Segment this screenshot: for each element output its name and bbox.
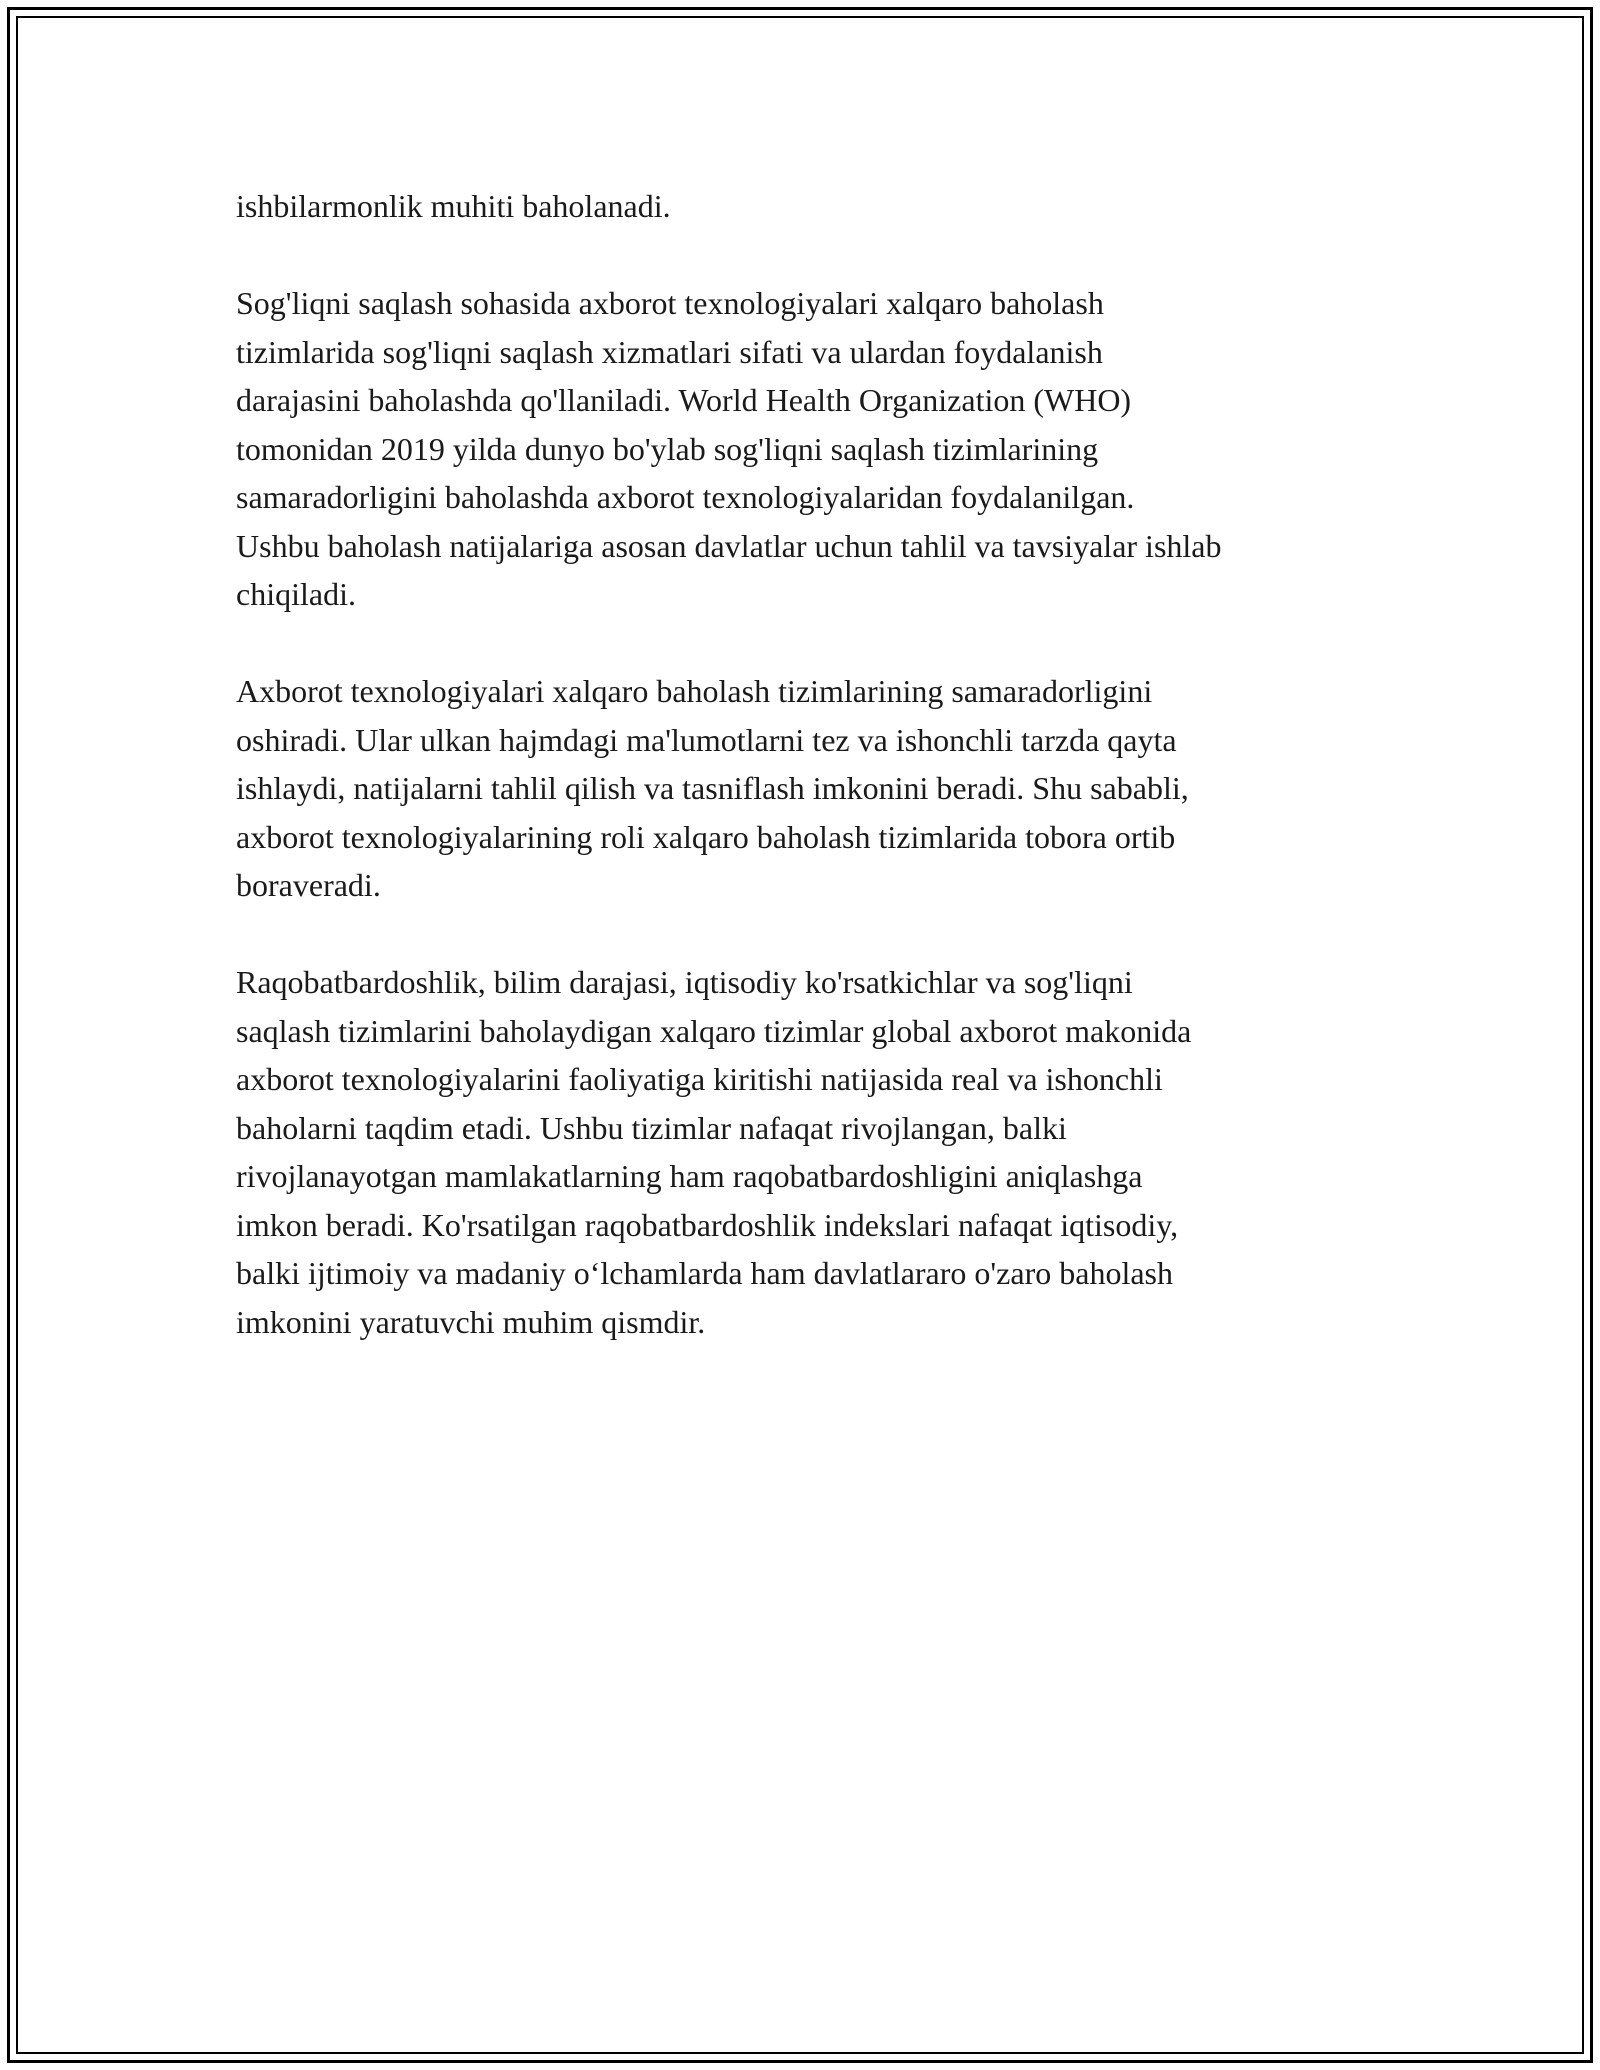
text-line: rivojlanayotgan mamlakatlarning ham raqobatbardoshligini aniqlashga: [236, 1158, 1143, 1194]
text-line: imkonini yaratuvchi muhim qismdir.: [236, 1303, 706, 1340]
text-line: samaradorligini baholashda axborot texnologiyalaridan foydalanilgan.: [236, 479, 1135, 515]
text-line: darajasini baholashda qo'llaniladi. World Health Organization (WHO): [236, 382, 1132, 418]
text-line: chiqiladi.: [236, 576, 356, 612]
text-line: oshiradi. Ular ulkan hajmdagi ma'lumotlarni tez va ishonchli tarzda qayta: [236, 721, 1177, 758]
text-line: axborot texnologiyalarini faoliyatiga kiritishi natijasida real va ishonchli: [236, 1061, 1163, 1097]
text-line: Raqobatbardoshlik, bilim darajasi, iqtisodiy ko'rsatkichlar va sog'liqni: [236, 964, 1133, 1000]
text-line: balki ijtimoiy va madaniy o‘lchamlarda ham davlatlararo o'zaro baholash: [236, 1255, 1173, 1291]
text-line: Sog'liqni saqlash sohasida axborot texnologiyalari xalqaro baholash: [236, 285, 1104, 321]
text-line: ishlaydi, natijalarni tahlil qilish va tasniflash imkonini beradi. Shu sababli,: [236, 770, 1189, 806]
document-body: [236, 182, 1376, 1395]
text-line: imkon beradi. Ko'rsatilgan raqobatbardoshlik indekslari nafaqat iqtisodiy,: [236, 1206, 1179, 1243]
paragraph-health: [236, 279, 1376, 619]
text-line: boraveradi.: [236, 867, 381, 903]
paragraph-competitiveness: [236, 958, 1376, 1346]
text-line: saqlash tizimlarini baholaydigan xalqaro tizimlar global axborot makonida: [236, 1012, 1192, 1049]
text-line: tizimlarida sog'liqni saqlash xizmatlari sifati va ulardan foydalanish: [236, 333, 1103, 370]
text-line: Ushbu baholash natijalariga asosan davlatlar uchun tahlil va tavsiyalar ishlab: [236, 527, 1222, 564]
text-line: tomonidan 2019 yilda dunyo bo'ylab sog'liqni saqlash tizimlarining: [236, 430, 1099, 467]
text-line: axborot texnologiyalarining roli xalqaro baholash tizimlarida tobora ortib: [236, 818, 1176, 855]
text-line: Axborot texnologiyalari xalqaro baholash tizimlarining samaradorligini: [236, 673, 1153, 709]
text-line: baholarni taqdim etadi. Ushbu tizimlar nafaqat rivojlangan, balki: [236, 1109, 1067, 1146]
text-line: ishbilarmonlik muhiti baholanadi.: [236, 188, 671, 224]
paragraph-intro: [236, 182, 1376, 231]
paragraph-efficiency: [236, 667, 1376, 910]
